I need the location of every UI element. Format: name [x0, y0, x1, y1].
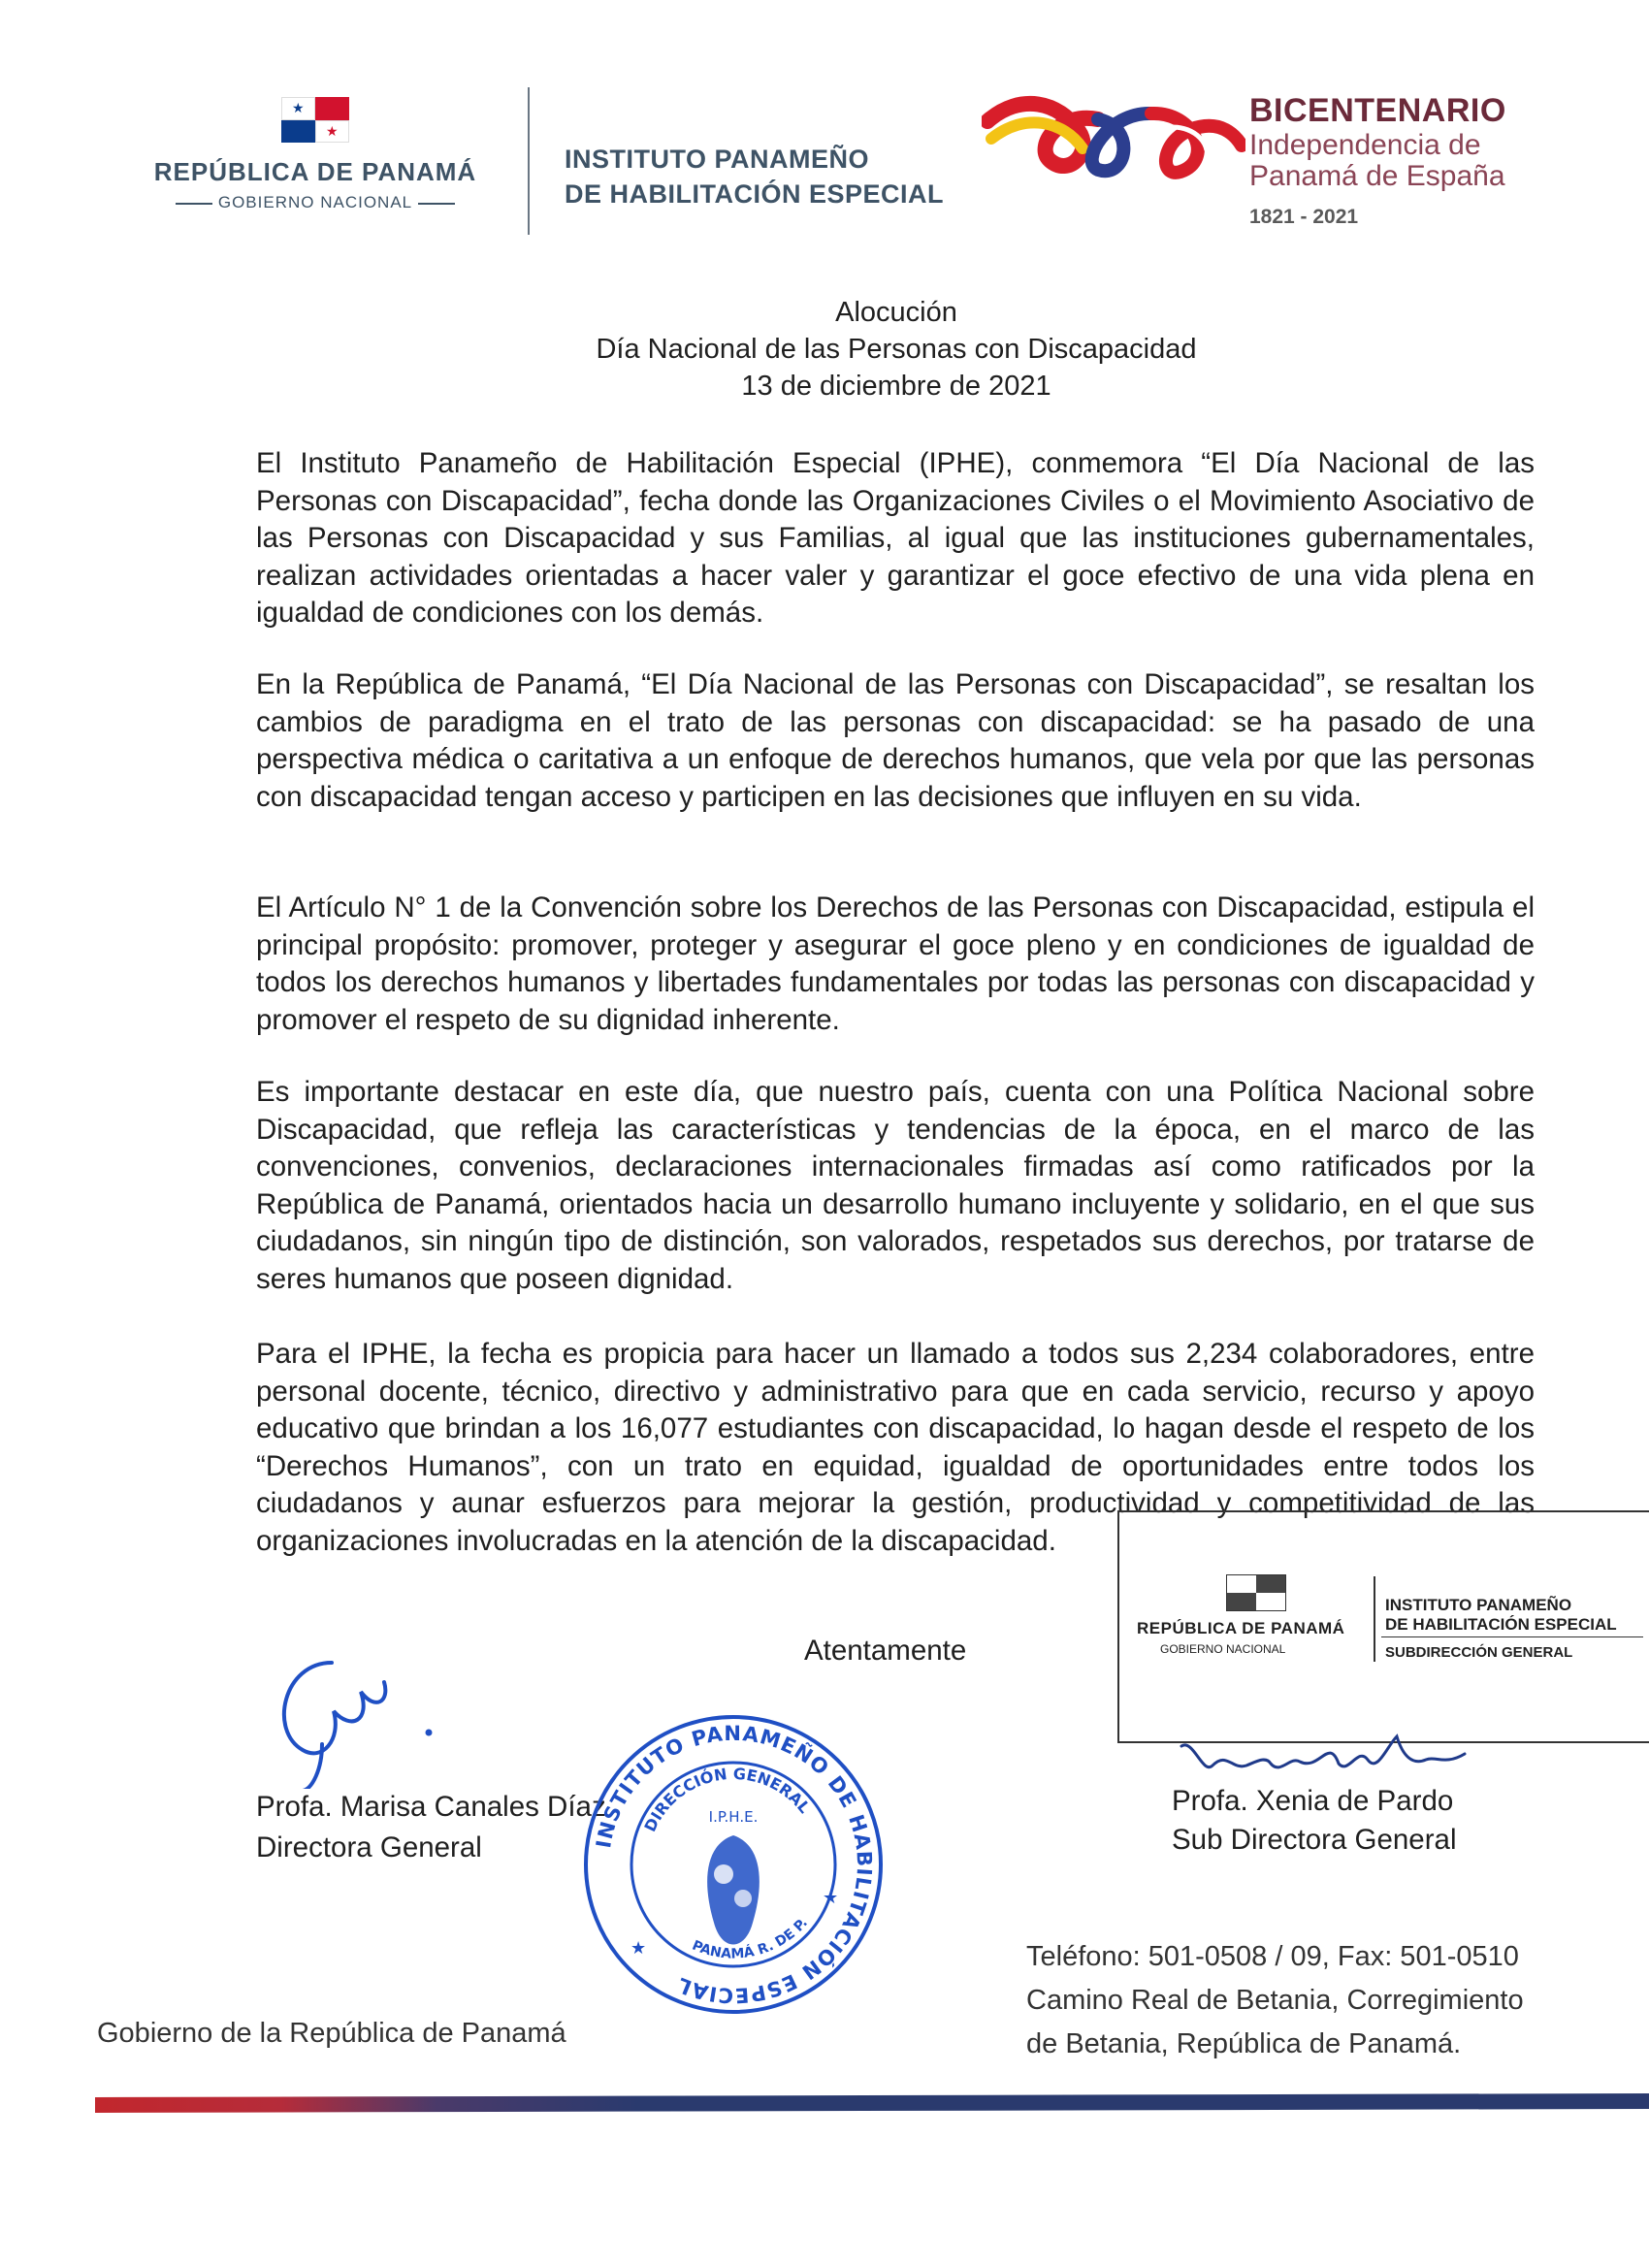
footer-government: Gobierno de la República de Panamá [97, 2018, 566, 2049]
panama-flag-icon: ★ ★ [281, 97, 349, 143]
svg-text:★: ★ [823, 1888, 839, 1907]
svg-text:★: ★ [630, 1938, 647, 1958]
seal-outer-text: INSTITUTO PANAMEÑO DE HABILITACIÓN ESPECIAL [592, 1721, 877, 2008]
stamp-gobierno: GOBIERNO NACIONAL [1160, 1642, 1286, 1656]
signatory-left-name: Profa. Marisa Canales Díaz [256, 1791, 606, 1823]
stamp-flag-icon [1226, 1574, 1286, 1611]
bicentenario-line2: Panamá de España [1249, 160, 1505, 192]
gobierno-subtitle: GOBIERNO NACIONAL [136, 193, 495, 212]
signature-left-icon [264, 1643, 458, 1789]
institute-line1: INSTITUTO PANAMEÑO [565, 145, 870, 174]
footer-address-line2: de Betania, República de Panamá. [1026, 2028, 1462, 2059]
bicentenario-ribbon-icon [982, 92, 1245, 199]
footer-color-bar [95, 2093, 1649, 2113]
signatory-right-name: Profa. Xenia de Pardo [1172, 1785, 1454, 1817]
closing-text: Atentamente [804, 1635, 967, 1667]
seal-inner-text: DIRECCIÓN GENERAL [640, 1764, 815, 1835]
received-stamp [1117, 1510, 1649, 1743]
paragraph-4: Es importante destacar en este día, que nuestro país, cuenta con una Política Nacional sobre Discapacidad, que refleja las características y tendencias de la época, en el marco de las convenciones, convenios, declaraciones internacionales firmadas así como ratificados por la República de Panamá, orientados hacia un desarrollo humano incluyente y solidario, en el que sus ciudadanos, sin ningún tipo de distinción, son valorados, respetados sus derechos, por tratarse de seres humanos que poseen dignidad. [256, 1076, 1535, 1295]
bicentenario-title: BICENTENARIO [1249, 92, 1506, 129]
paragraph-3: El Artículo N° 1 de la Convención sobre los Derechos de las Personas con Discapacidad, estipula el principal propósito: promover, proteger y asegurar el goce pleno y en condiciones de igualdad de todos los derechos humanos y libertades fundamentales por todas las personas con discapacidad y promover el respeto de su dignidad inherente. [256, 891, 1535, 1036]
stamp-divider [1374, 1576, 1375, 1662]
signature-right-icon [1174, 1717, 1484, 1785]
institute-line2: DE HABILITACIÓN ESPECIAL [565, 179, 945, 209]
signatory-right [1172, 1782, 1457, 1860]
republica-title: REPÚBLICA DE PANAMÁ [153, 157, 477, 186]
document-date: 13 de diciembre de 2021 [741, 371, 1051, 402]
seal-acronym: I.P.H.E. [708, 1808, 759, 1826]
bicentenario-logo [982, 92, 1564, 238]
signatory-left [256, 1787, 606, 1868]
stamp-rule [1381, 1636, 1643, 1637]
stamp-republica: REPÚBLICA DE PANAMÁ [1137, 1619, 1345, 1637]
institute-name [565, 142, 944, 211]
footer-address-line1: Camino Real de Betania, Corregimiento [1026, 1985, 1524, 2016]
signatory-right-role: Sub Directora General [1172, 1824, 1457, 1856]
paragraph-2: En la República de Panamá, “El Día Nacional de las Personas con Discapacidad”, se resaltan los cambios de paradigma en el trato de las personas con discapacidad: se ha pasado de una perspectiva médica o caritativa a un enfoque de derechos humanos, que vela por que las personas con discapacidad tengan acceso y participen en las decisiones que influyen en su vida. [256, 668, 1535, 813]
bicentenario-years: 1821 - 2021 [1249, 206, 1359, 228]
paragraph-5: Para el IPHE, la fecha es propicia para hacer un llamado a todos sus 2,234 colaboradores, entre personal docente, técnico, directivo y administrativo para que en cada servicio, recurso y apoyo educativo que brindan a los 16,077 estudiantes con discapacidad, lo hagan desde el respeto de los “Derechos Humanos”, con un trato en equidad, igualdad de oportunidades entre todos los ciudadanos y aunar esfuerzos para mejorar la gestión, productividad y competitividad de las organizaciones involucradas en la atención de la discapacidad. [256, 1338, 1535, 1557]
signatory-left-role: Directora General [256, 1831, 482, 1863]
seal-bottom-text: PANAMÁ R. DE P. [690, 1915, 811, 1962]
official-seal-icon [578, 1709, 889, 2020]
footer-contact [1026, 1935, 1524, 2066]
republica-panama-logo [136, 97, 495, 212]
document-title: Alocución [835, 297, 957, 328]
document-heading [0, 294, 1649, 405]
header-divider [528, 87, 530, 235]
bicentenario-line1: Independencia de [1249, 129, 1481, 161]
stamp-department: SUBDIRECCIÓN GENERAL [1385, 1644, 1573, 1661]
stamp-institute: INSTITUTO PANAMEÑO DE HABILITACIÓN ESPECIAL [1385, 1596, 1617, 1634]
document-subtitle: Día Nacional de las Personas con Discapacidad [596, 334, 1197, 365]
paragraph-1: El Instituto Panameño de Habilitación Especial (IPHE), conmemora “El Día Nacional de las Personas con Discapacidad”, fecha donde las Organizaciones Civiles o el Movimiento Asociativo de las Personas con Discapacidad y sus Familias, al igual que las instituciones gubernamentales, realizan actividades orientadas a hacer valer y garantizar el goce efectivo de una vida plena en igualdad de condiciones con los demás. [256, 447, 1535, 629]
footer-phone: Teléfono: 501-0508 / 09, Fax: 501-0510 [1026, 1941, 1519, 1972]
